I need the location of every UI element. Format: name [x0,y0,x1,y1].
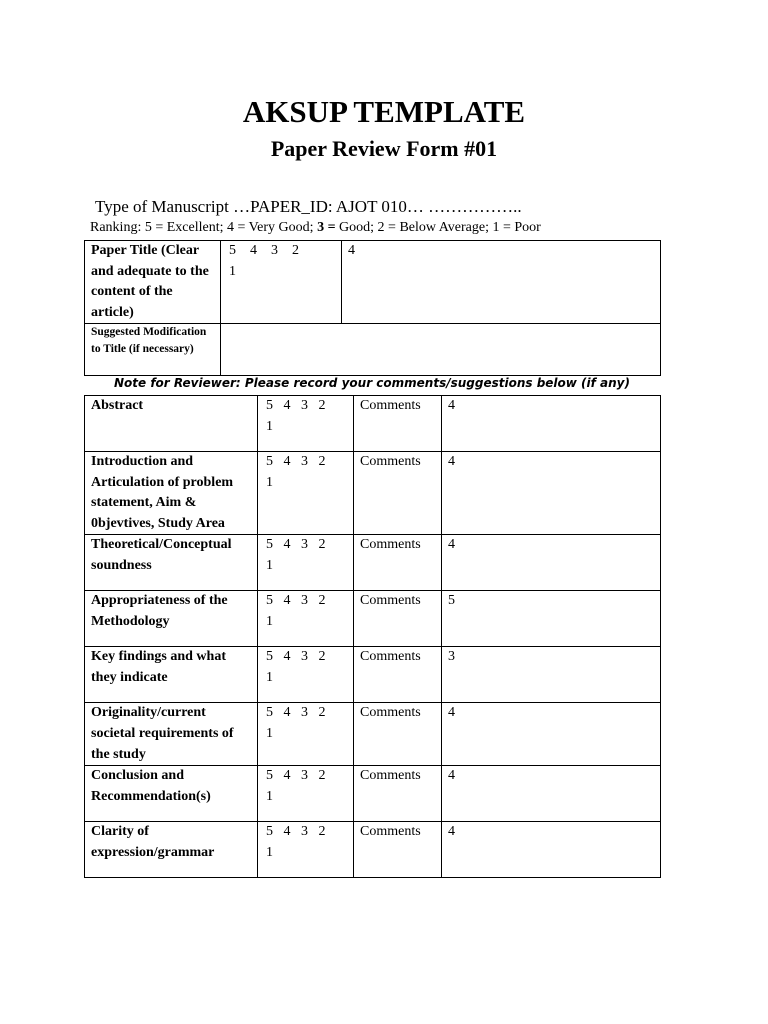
criterion-scale [258,647,354,703]
scale-bottom: 1 [266,613,273,629]
criterion-label: Originality/current societal requirements of the study [85,703,258,766]
criterion-score[interactable]: 4 [442,535,661,591]
criterion-score[interactable]: 4 [442,822,661,878]
scale-bottom: 1 [266,418,273,434]
criteria-table [84,395,661,878]
criterion-score[interactable]: 4 [442,396,661,452]
scale-top: 5 4 3 2 [266,398,326,413]
criteria-row [85,822,661,878]
criteria-row [85,535,661,591]
scale-top: 5 4 3 2 [229,243,299,258]
criterion-label: Key findings and what they indicate [85,647,258,703]
scale-top: 5 4 3 2 [266,768,326,784]
scale-top: 5 4 3 2 [266,705,326,721]
criterion-comments-label: Comments [354,703,442,766]
ranking-legend [90,219,541,237]
criterion-comments-label: Comments [354,535,442,591]
criterion-scale [258,703,354,766]
criterion-score[interactable]: 4 [442,766,661,822]
scale-bottom: 1 [266,844,273,860]
scale-top: 5 4 3 2 [266,537,326,553]
scale-bottom: 1 [266,557,273,573]
ranking-bold: 3 = [317,220,336,235]
suggested-modification-field[interactable] [221,324,661,376]
scale-bottom: 1 [266,474,273,490]
suggested-modification-label: Suggested Modification to Title (if necessary) [85,324,221,376]
criterion-scale [258,396,354,452]
criteria-row [85,591,661,647]
manuscript-type-line: Type of Manuscript …PAPER_ID: AJOT 010… …………….. [95,197,522,216]
criterion-score[interactable]: 4 [442,703,661,766]
criterion-label: Introduction and Articulation of problem statement, Aim & 0bjevtives, Study Area [85,452,258,535]
paper-title-scale [221,241,342,324]
reviewer-note: Note for Reviewer: Please record your comments/suggestions below (if any) [114,376,630,390]
form-title: AKSUP TEMPLATE [242,94,526,129]
criterion-score[interactable]: 4 [442,452,661,535]
criterion-label: Conclusion and Recommendation(s) [85,766,258,822]
criterion-scale [258,766,354,822]
criterion-comments-label: Comments [354,822,442,878]
criterion-score[interactable]: 3 [442,647,661,703]
criteria-row [85,452,661,535]
criteria-row [85,703,661,766]
criteria-row [85,647,661,703]
criterion-scale [258,822,354,878]
criterion-score[interactable]: 5 [442,591,661,647]
criterion-label: Abstract [85,396,258,452]
scale-bottom: 1 [229,263,236,279]
paper-title-label: Paper Title (Clear and adequate to the content of the article) [85,241,221,324]
criteria-row [85,396,661,452]
scale-top: 5 4 3 2 [266,454,326,469]
ranking-suffix: Good; 2 = Below Average; 1 = Poor [335,220,541,235]
paper-title-row [85,241,661,324]
criterion-label: Clarity of expression/grammar [85,822,258,878]
scale-top: 5 4 3 2 [266,824,326,840]
criterion-comments-label: Comments [354,647,442,703]
criterion-scale [258,452,354,535]
scale-top: 5 4 3 2 [266,593,326,609]
criteria-row [85,766,661,822]
paper-title-score[interactable]: 4 [342,241,661,324]
criterion-comments-label: Comments [354,766,442,822]
ranking-prefix: Ranking: 5 = Excellent; 4 = Very Good; [90,220,318,235]
paper-title-table [84,240,661,376]
suggested-modification-row [85,324,661,376]
criterion-comments-label: Comments [354,396,442,452]
form-subtitle: Paper Review Form #01 [270,136,498,161]
criterion-label: Appropriateness of the Methodology [85,591,258,647]
criterion-scale [258,535,354,591]
criterion-comments-label: Comments [354,452,442,535]
scale-bottom: 1 [266,788,273,804]
scale-bottom: 1 [266,669,273,685]
criterion-scale [258,591,354,647]
criterion-comments-label: Comments [354,591,442,647]
scale-bottom: 1 [266,725,273,741]
criterion-label: Theoretical/Conceptual soundness [85,535,258,591]
scale-top: 5 4 3 2 [266,649,326,665]
